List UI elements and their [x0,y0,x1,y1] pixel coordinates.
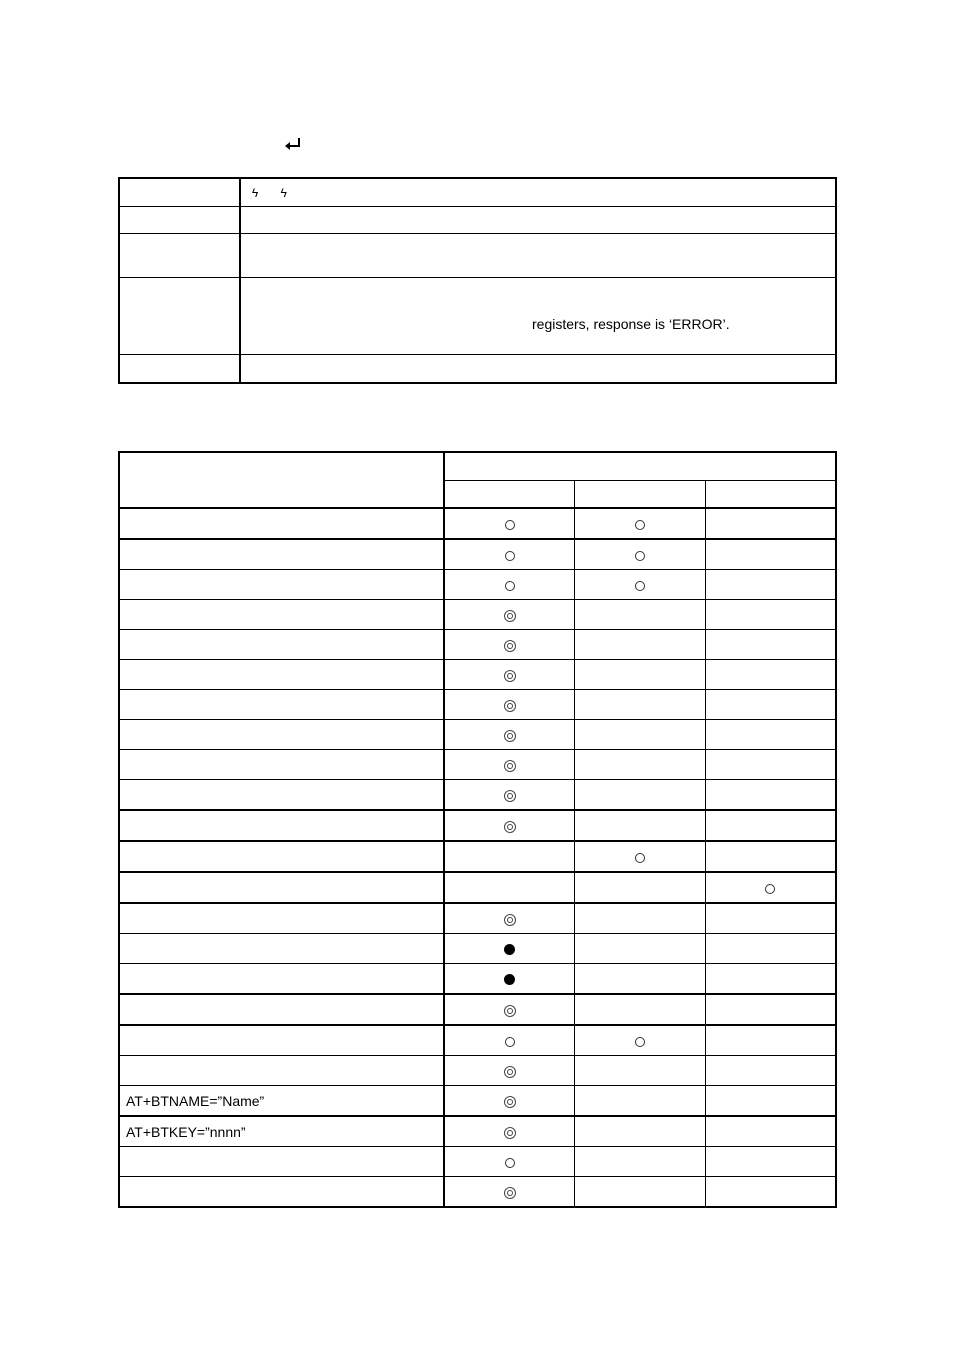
table-row [119,780,836,811]
mode-cell [575,934,706,964]
lightning-symbol: ϟ [251,185,259,200]
double-circle-icon [504,914,516,926]
command-cell [119,630,444,660]
mode-cell [705,903,836,934]
command-cell [119,508,444,539]
mode-cell [575,690,706,720]
mode-cell [575,570,706,600]
mode-cell [444,630,575,660]
desc-row [119,178,836,207]
table-row [119,508,836,539]
open-circle-icon [505,1158,515,1168]
command-cell [119,1056,444,1086]
mode-header [575,481,706,509]
double-circle-icon [504,790,516,802]
mode-cell [575,630,706,660]
double-circle-icon [504,700,516,712]
desc-label [119,178,240,207]
mode-cell [705,600,836,630]
mode-cell [444,690,575,720]
table-row [119,1056,836,1086]
mode-cell [444,964,575,995]
table-row [119,841,836,872]
open-circle-icon [635,581,645,591]
command-cell [119,600,444,630]
mode-cell [705,690,836,720]
mode-cell [575,994,706,1025]
mode-cell [705,1025,836,1056]
table-row [119,934,836,964]
mode-cell [575,539,706,570]
mode-cell [705,780,836,811]
mode-cell [705,630,836,660]
mode-header [444,481,575,509]
desc-value [240,207,836,234]
command-mode-table [118,451,837,1208]
mode-cell [575,1086,706,1117]
mode-cell [705,994,836,1025]
mode-cell [444,872,575,903]
mode-cell [575,810,706,841]
mode-cell [705,872,836,903]
open-circle-icon [505,551,515,561]
command-cell [119,1177,444,1208]
mode-cell [575,780,706,811]
command-table-body [119,452,836,1207]
table-row [119,810,836,841]
mode-cell [575,1056,706,1086]
mode-cell [705,841,836,872]
command-header [119,452,444,508]
command-cell [119,780,444,811]
double-circle-icon [504,1005,516,1017]
command-cell [119,841,444,872]
table-row [119,600,836,630]
command-cell [119,660,444,690]
open-circle-icon [765,884,775,894]
command-cell [119,903,444,934]
command-cell [119,994,444,1025]
table-row [119,539,836,570]
mode-cell [444,994,575,1025]
mode-cell [575,903,706,934]
mode-group-header [444,452,836,481]
mode-cell [705,810,836,841]
command-cell [119,964,444,995]
mode-cell [575,600,706,630]
command-cell: AT+BTKEY=”nnnn” [119,1116,444,1147]
table-row [119,1147,836,1177]
enter-key-icon [283,136,303,154]
mode-cell [705,964,836,995]
mode-cell [705,1177,836,1208]
desc-value [240,234,836,278]
double-circle-icon [504,1066,516,1078]
mode-cell [705,720,836,750]
mode-cell [444,720,575,750]
desc-value [240,355,836,384]
mode-cell [575,508,706,539]
open-circle-icon [635,1037,645,1047]
mode-cell [575,1177,706,1208]
response-description: registers, response is ‘ERROR’. [240,278,836,355]
table-row [119,994,836,1025]
command-cell [119,690,444,720]
table-row [119,872,836,903]
double-circle-icon [504,821,516,833]
mode-cell [444,660,575,690]
mode-cell [705,539,836,570]
desc-row [119,278,836,355]
mode-cell [705,508,836,539]
mode-cell [444,1056,575,1086]
table-row [119,570,836,600]
table-row [119,720,836,750]
table-row [119,750,836,780]
mode-cell [575,872,706,903]
table-row [119,1116,836,1147]
open-circle-icon [635,853,645,863]
mode-cell [444,810,575,841]
command-cell [119,934,444,964]
mode-cell [705,570,836,600]
double-circle-icon [504,610,516,622]
mode-header [705,481,836,509]
mode-cell [705,1086,836,1117]
table-row [119,964,836,995]
filled-circle-icon [504,944,515,955]
mode-cell [444,1177,575,1208]
open-circle-icon [635,551,645,561]
table-row [119,903,836,934]
mode-cell [444,903,575,934]
mode-cell [444,1086,575,1117]
filled-circle-icon [504,974,515,985]
mode-cell [575,1116,706,1147]
command-cell [119,872,444,903]
desc-row [119,355,836,384]
table-row [119,1086,836,1117]
double-circle-icon [504,1127,516,1139]
desc-label [119,234,240,278]
command-cell: AT+BTNAME=”Name” [119,1086,444,1117]
table-row [119,690,836,720]
mode-cell [444,841,575,872]
desc-row [119,207,836,234]
command-cell [119,570,444,600]
command-cell [119,1147,444,1177]
open-circle-icon [505,1037,515,1047]
mode-cell [705,1116,836,1147]
header-row [119,452,836,481]
mode-cell [444,750,575,780]
mode-cell [575,964,706,995]
mode-cell [705,750,836,780]
command-cell [119,810,444,841]
double-circle-icon [504,760,516,772]
open-circle-icon [505,581,515,591]
open-circle-icon [505,520,515,530]
mode-cell [444,1116,575,1147]
mode-cell [705,1147,836,1177]
mode-cell [444,1025,575,1056]
open-circle-icon [635,520,645,530]
mode-cell [444,539,575,570]
desc-label [119,355,240,384]
double-circle-icon [504,1187,516,1199]
mode-cell [575,720,706,750]
table-row [119,630,836,660]
mode-cell [575,841,706,872]
mode-cell [444,780,575,811]
desc-row [119,234,836,278]
command-cell [119,720,444,750]
mode-cell [575,1025,706,1056]
mode-cell [575,1147,706,1177]
double-circle-icon [504,1096,516,1108]
double-circle-icon [504,670,516,682]
mode-cell [705,1056,836,1086]
mode-cell [444,570,575,600]
mode-cell [444,508,575,539]
mode-cell [444,600,575,630]
mode-cell [444,1147,575,1177]
mode-cell [444,934,575,964]
desc-label [119,278,240,355]
mode-cell [705,934,836,964]
mode-cell [575,750,706,780]
command-cell [119,539,444,570]
description-table [118,177,837,384]
table-row [119,660,836,690]
mode-cell [575,660,706,690]
command-cell [119,750,444,780]
table-row [119,1025,836,1056]
desc-symbols [240,178,836,207]
double-circle-icon [504,730,516,742]
lightning-symbol: ϟ [280,185,287,200]
command-cell [119,1025,444,1056]
table-row [119,1177,836,1208]
mode-cell [705,660,836,690]
double-circle-icon [504,640,516,652]
desc-label [119,207,240,234]
